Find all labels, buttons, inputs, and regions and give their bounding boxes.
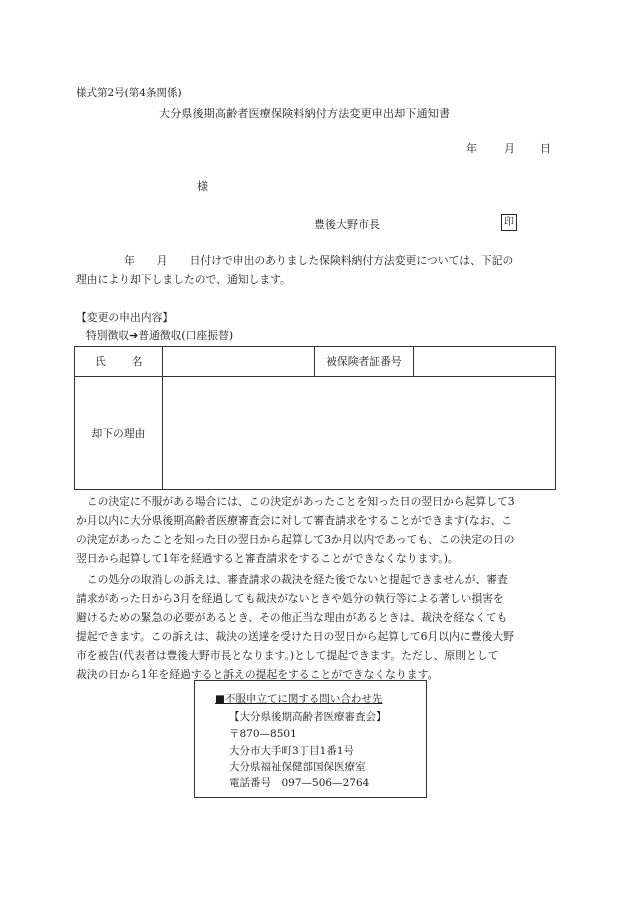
issuer-name: 豊後大野市長 [314,218,380,231]
date-month-label: 月 [504,142,515,155]
reason-label: 却下の理由 [75,377,163,490]
p1-year: 年 [124,254,135,267]
change-section-heading: 【変更の申出内容】 [76,311,174,324]
p1-line2: 理由により却下しましたので、通知します。 [76,273,291,286]
table-row [75,377,556,490]
p1-line1-tail: 日付けで申出のありました保険料納付方法変更については、下記の [189,254,514,267]
lawsuit-notice: この処分の取消しの訴えは、審査請求の裁決を経た後でないと提起できませんが、審査 請求があった日から3月を経過しても裁決がないときや処分の執行等による著しい損害を 避けるための緊急の必要があるとき、その他正当な理由があるときは、裁決を経なくても 提起できます。この訴えは、裁決の送達を受けた日の翌日から起算して6月以内に豊後大野 市を被告(代表者は豊後大野市長となります。)として提起できます。ただし、原則として 裁決の日から1年を経過すると訴えの提起をすることができなくなります。 [76,573,514,681]
appeal-notice: この決定に不服がある場合には、この決定があったことを知った日の翌日から起算して3 か月以内に大分県後期高齢者医療審査会に対して審査請求をすることができます(なお、こ の決定があったことを知った日の翌日から起算して3か月以内であっても、この決定の日の 翌日から起算して1年を経過すると審査請求をすることができなくなります。)。 [76,495,515,565]
insured-number-label: 被保険者証番号 [314,347,414,377]
name-label: 氏 名 [75,347,163,377]
date-year-label: 年 [466,142,477,155]
application-table [74,346,556,490]
contact-address: 大分市大手町3丁目1番1号 [229,745,355,757]
insured-number-field[interactable] [414,347,556,377]
contact-department: 大分県福祉保健部国保医療室 [229,761,366,773]
contact-box [194,680,427,798]
document-title: 大分県後期高齢者医療保険料納付方法変更申出却下通知書 [159,107,451,120]
name-field[interactable] [162,347,314,377]
notice-paragraph [76,251,556,289]
addressee-suffix: 様 [197,180,208,193]
contact-phone: 電話番号 097—506—2764 [229,777,370,789]
seal-mark: 印 [501,214,517,231]
table-row [75,347,556,377]
contact-organization: 【大分県後期高齢者医療審査会】 [229,711,387,723]
contact-heading: ■不服申立てに関する問い合わせ先 [215,693,383,705]
form-number: 様式第2号(第4条関係) [76,87,182,99]
change-type: 特別徴収➔普通徴収(口座振替) [86,329,234,342]
p1-month: 月 [156,254,168,267]
date-day-label: 日 [540,142,551,155]
reason-field[interactable] [162,377,555,490]
contact-postal-code: 〒870—8501 [229,728,297,740]
